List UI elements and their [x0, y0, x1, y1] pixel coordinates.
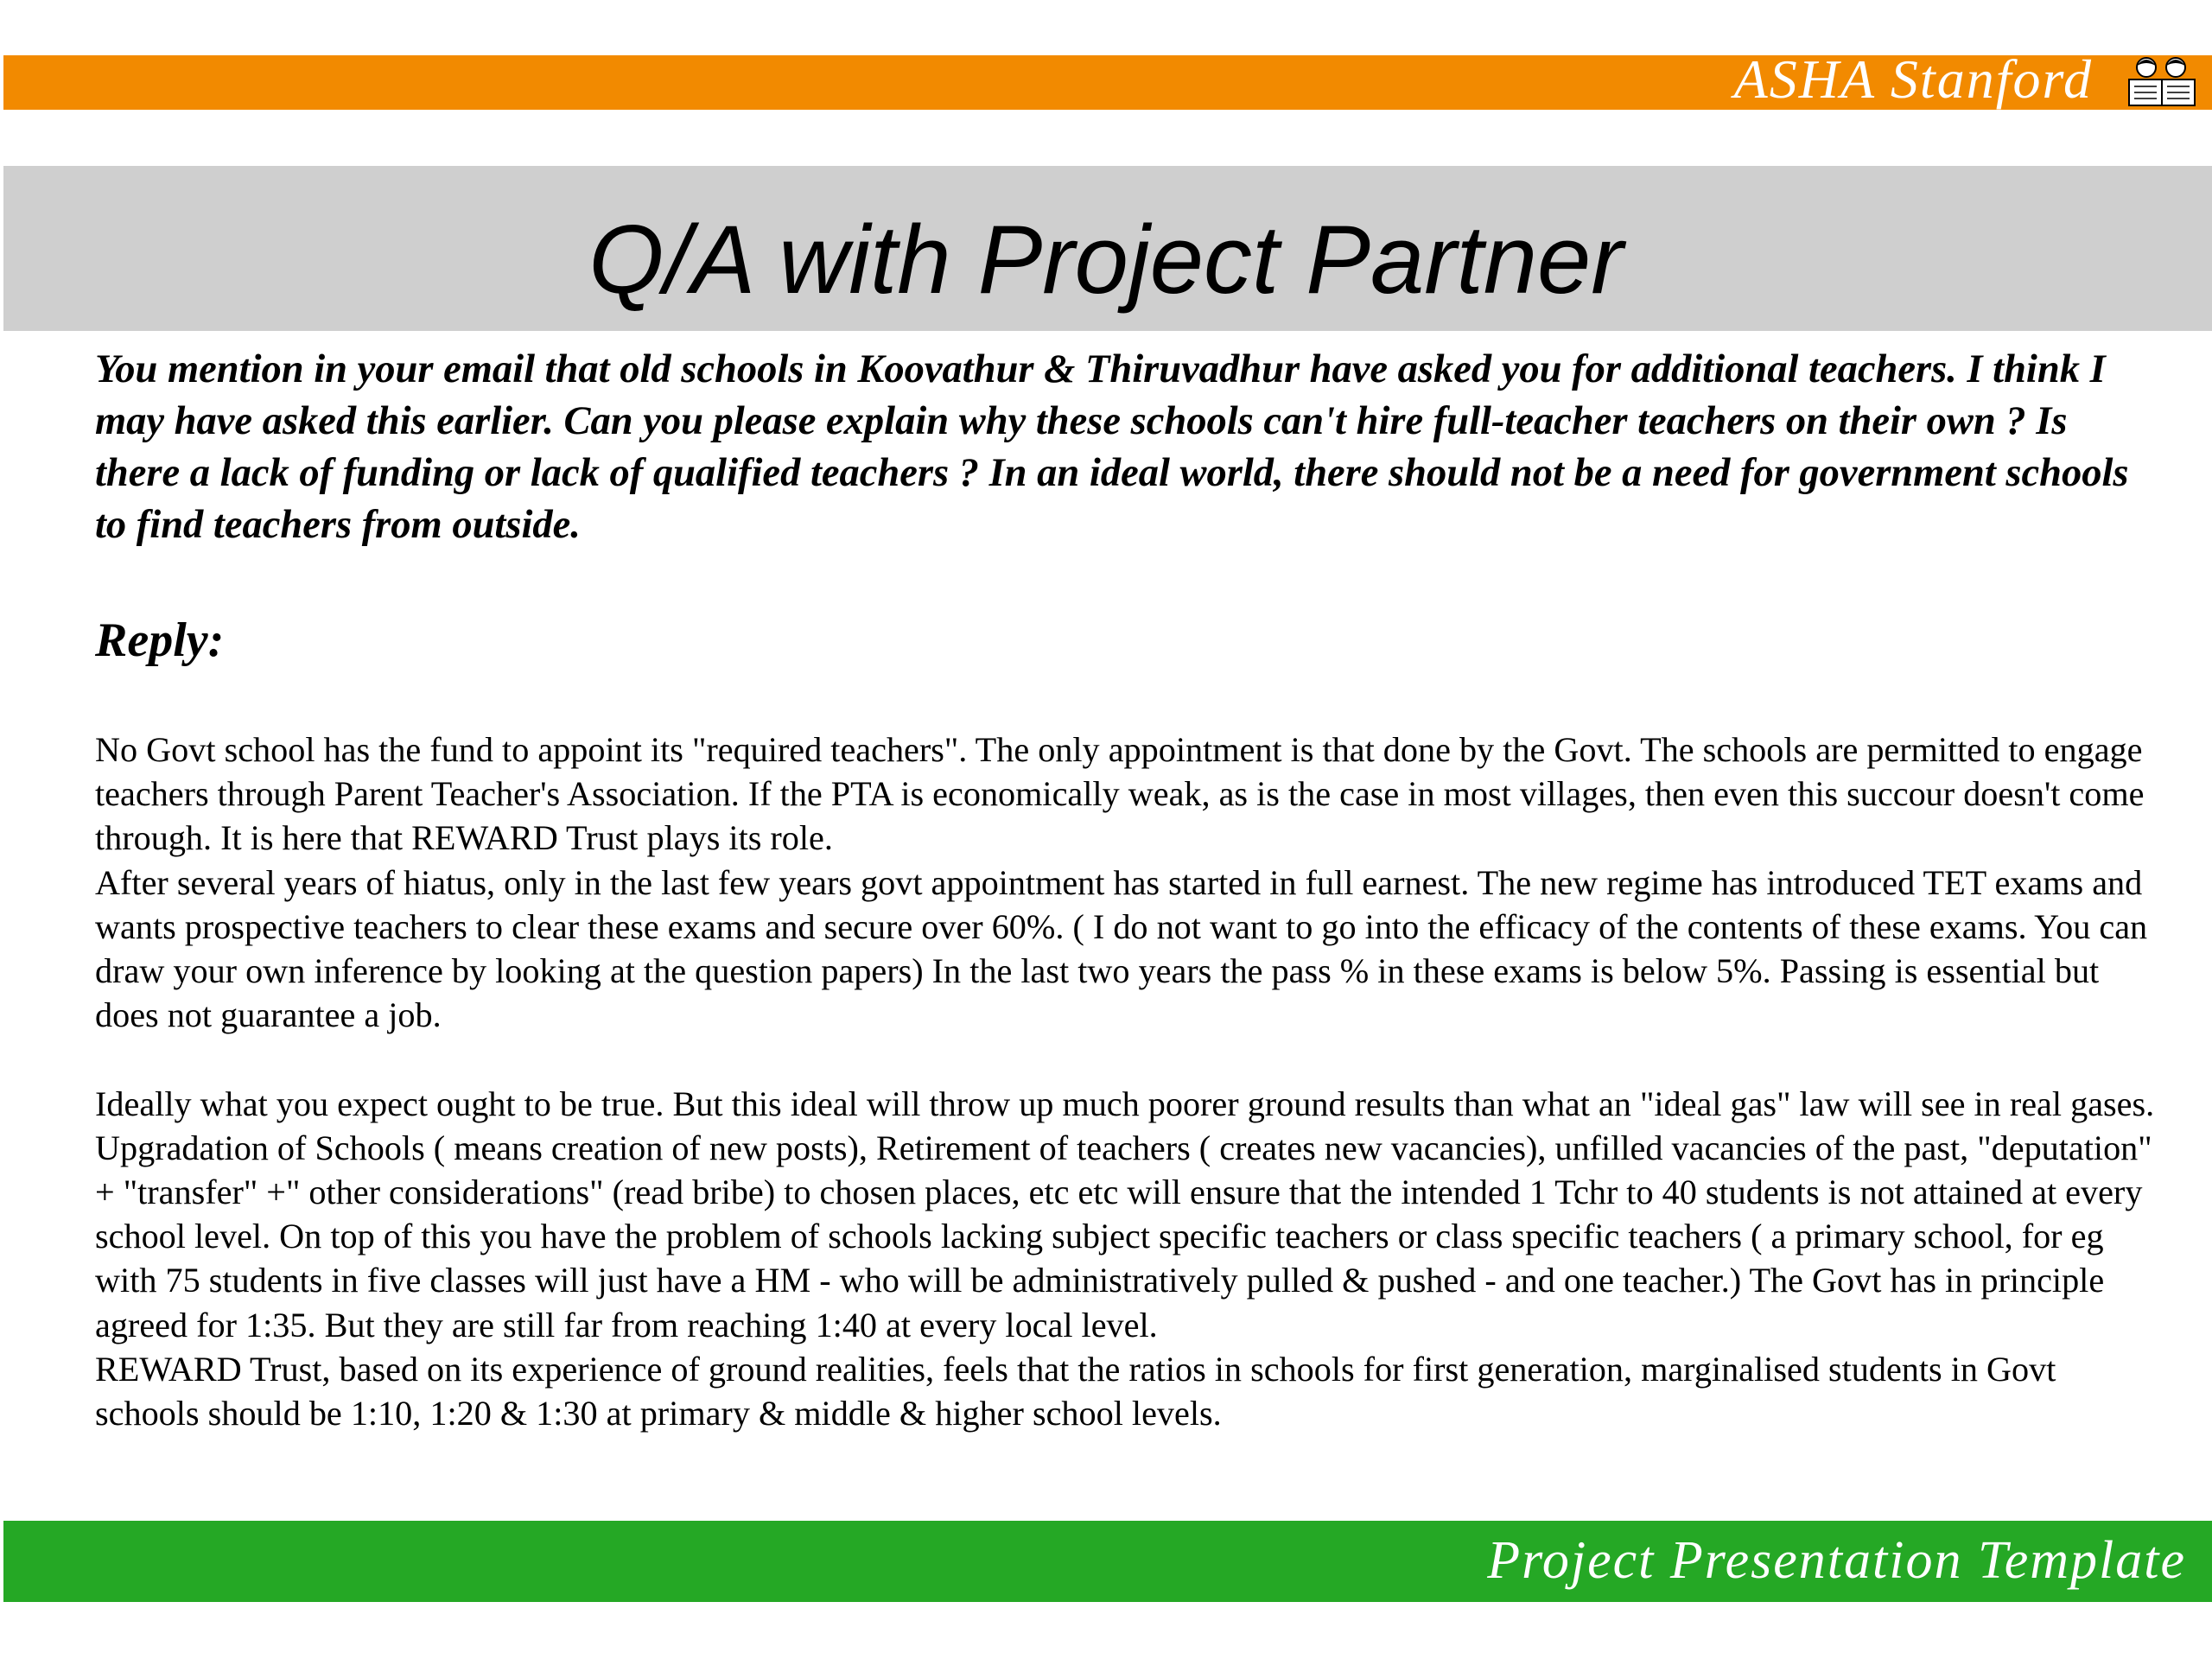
slide-title: Q/A with Project Partner: [588, 206, 1624, 314]
brand-name: ASHA Stanford: [1733, 48, 2093, 110]
reply-body: [95, 728, 2164, 1435]
footer-label: Project Presentation Template: [1487, 1531, 2186, 1590]
question-text: You mention in your email that old schools in Koovathur & Thiruvadhur have asked you for additional teachers. I think I may have asked this earlier. Can you please explain why these schools can't hire full-teacher teachers on their own ? Is there a lack of funding or lack of qualified teachers ? In an ideal world, there should not be a need for government schools to find teachers from outside.: [95, 347, 2129, 547]
reply-paragraph: Upgradation of Schools ( means creation of new posts), Retirement of teachers ( creates new vacancies), unfilled vacancies of the past, "deputation" + "transfer" +" other considerations" (read bribe) to chosen places, etc etc will ensure that the intended 1 Tchr to 40 students is not attained at every school level. On top of this you have the problem of schools lacking subject specific teachers or class specific teachers ( a primary school, for eg with 75 students in five classes will just have a HM - who will be administratively pulled & pushed - and one teacher.) The Govt has in principle agreed for 1:35. But they are still far from reaching 1:40 at every local level.: [95, 1128, 2152, 1344]
reply-label: Reply:: [95, 613, 225, 667]
reply-paragraph: Ideally what you expect ought to be true. But this ideal will throw up much poorer ground results than what an "ideal gas" law will see in real gases.: [95, 1084, 2155, 1123]
reply-paragraph: After several years of hiatus, only in the last few years govt appointment has started in full earnest. The new regime has introduced TET exams and wants prospective teachers to clear these exams and secure over 60%. ( I do not want to go into the efficacy of the contents of these exams. You can draw your own inference by looking at the question papers) In the last two years the pass % in these exams is below 5%. Passing is essential but does not guarantee a job.: [95, 862, 2148, 1035]
paragraph-spacer: [95, 1037, 2164, 1081]
children-reading-icon: [2124, 54, 2200, 111]
reply-paragraph: No Govt school has the fund to appoint its "required teachers". The only appointment is that done by the Govt. The schools are permitted to engage teachers through Parent Teacher's Association. If the PTA is economically weak, as is the case in most villages, then even this succour doesn't come through. It is here that REWARD Trust plays its role.: [95, 730, 2145, 858]
reply-paragraph: REWARD Trust, based on its experience of ground realities, feels that the ratios in schools for first generation, marginalised students in Govt schools should be 1:10, 1:20 & 1:30 at primary & middle & higher school levels.: [95, 1349, 2056, 1433]
